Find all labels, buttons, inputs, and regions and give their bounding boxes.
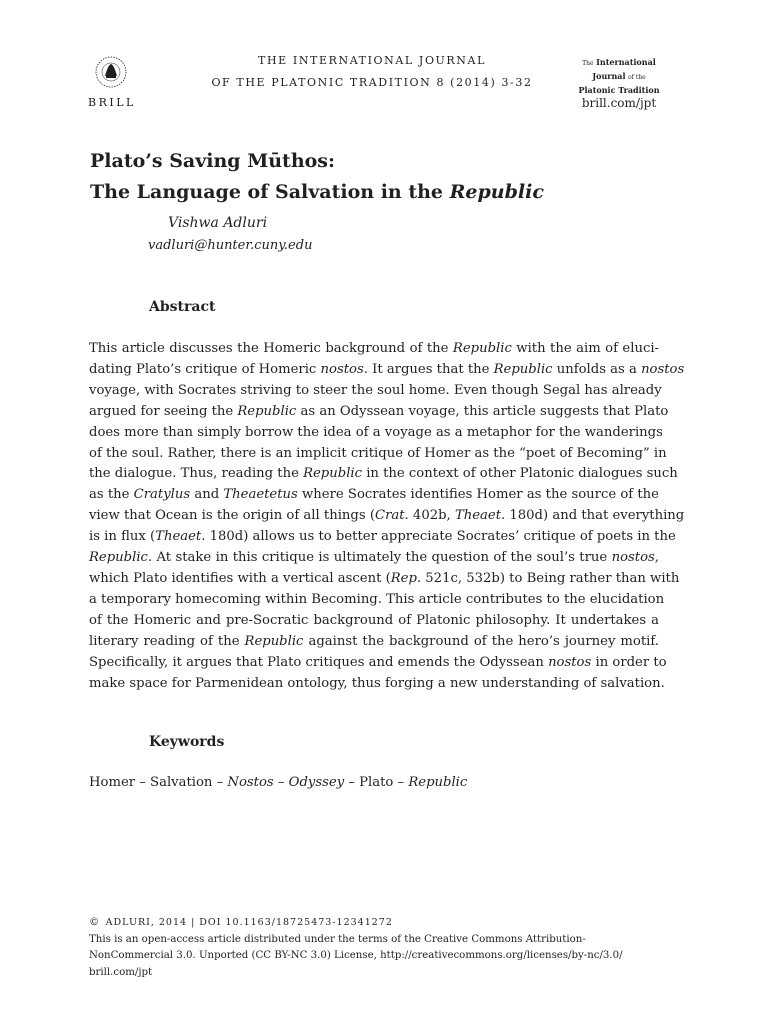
abstract-line: the dialogue. Thus, reading the Republic in the context of other Platonic dialogues such	[89, 466, 678, 482]
abstract-line: voyage, with Socrates striving to steer the soul home. Even though Segal has already	[89, 382, 662, 398]
journal-mini-logo: The International Journal of the Platonic Tradition	[578, 57, 660, 95]
abstract-line: is in flux (Theaet. 180d) allows us to better appreciate Socrates’ critique of poets in the	[89, 529, 676, 545]
abstract-line: of the soul. Rather, there is an implicit critique of Homer as the “poet of Becoming” in	[89, 445, 667, 461]
license-line2[interactable]: NonCommercial 3.0. Unported (CC BY-NC 3.0) License, http://creativecommons.org/licenses/by-nc/3.0/	[89, 950, 623, 961]
journal-url[interactable]: brill.com/jpt	[581, 96, 657, 110]
abstract-line: dating Plato’s critique of Homeric nostos. It argues that the Republic unfolds as a nostos	[89, 361, 685, 377]
abstract-line: literary reading of the Republic against the background of the hero’s journey motif.	[89, 633, 659, 649]
abstract-line: which Plato identifies with a vertical ascent (Rep. 521c, 532b) to Being rather than with	[89, 570, 680, 586]
abstract-line: does more than simply borrow the idea of a voyage as a metaphor for the wanderings	[89, 424, 663, 440]
abstract-line: make space for Parmenidean ontology, thus forging a new understanding of salvation.	[89, 675, 665, 691]
abstract-body	[89, 339, 685, 694]
abstract-line: This article discusses the Homeric background of the Republic with the aim of eluci-	[89, 341, 660, 356]
publisher-name: BRILL	[88, 96, 136, 109]
keywords-list: Homer – Salvation – Nostos – Odyssey – Plato – Republic	[89, 775, 468, 790]
abstract-line: of the Homeric and pre-Socratic background of Platonic philosophy. It undertakes a	[89, 612, 659, 628]
copyright-line: © ADLURI, 2014 | DOI 10.1163/18725473-12341272	[89, 917, 393, 928]
abstract-line: as the Cratylus and Theaetetus where Socrates identifies Homer as the source of the	[89, 487, 659, 503]
abstract-line: Republic. At stake in this critique is ultimately the question of the soul’s true nostos,	[89, 550, 659, 566]
article-title-line2: The Language of Salvation in the Republic	[90, 181, 544, 203]
journal-title-line2: OF THE PLATONIC TRADITION 8 (2014) 3-32	[211, 76, 533, 89]
journal-title-line1: THE INTERNATIONAL JOURNAL	[258, 54, 486, 67]
license-line3[interactable]: brill.com/jpt	[89, 966, 153, 978]
abstract-line: argued for seeing the Republic as an Odyssean voyage, this article suggests that Plato	[89, 403, 669, 419]
license-line1: This is an open-access article distributed under the terms of the Creative Commons Attribution-	[89, 933, 586, 945]
article-title-line1: Plato’s Saving Mūthos:	[90, 150, 336, 172]
footer-license	[89, 915, 669, 981]
abstract-line: view that Ocean is the origin of all things (Crat. 402b, Theaet. 180d) and that everything	[89, 508, 685, 524]
author-name: Vishwa Adluri	[168, 215, 268, 231]
abstract-line: Specifically, it argues that Plato critiques and emends the Odyssean nostos in order to	[89, 654, 667, 670]
author-email[interactable]: vadluri@hunter.cuny.edu	[148, 238, 313, 253]
abstract-line: a temporary homecoming within Becoming. This article contributes to the elucidation	[89, 591, 665, 607]
abstract-heading: Abstract	[149, 299, 216, 315]
keywords-heading: Keywords	[149, 734, 225, 750]
